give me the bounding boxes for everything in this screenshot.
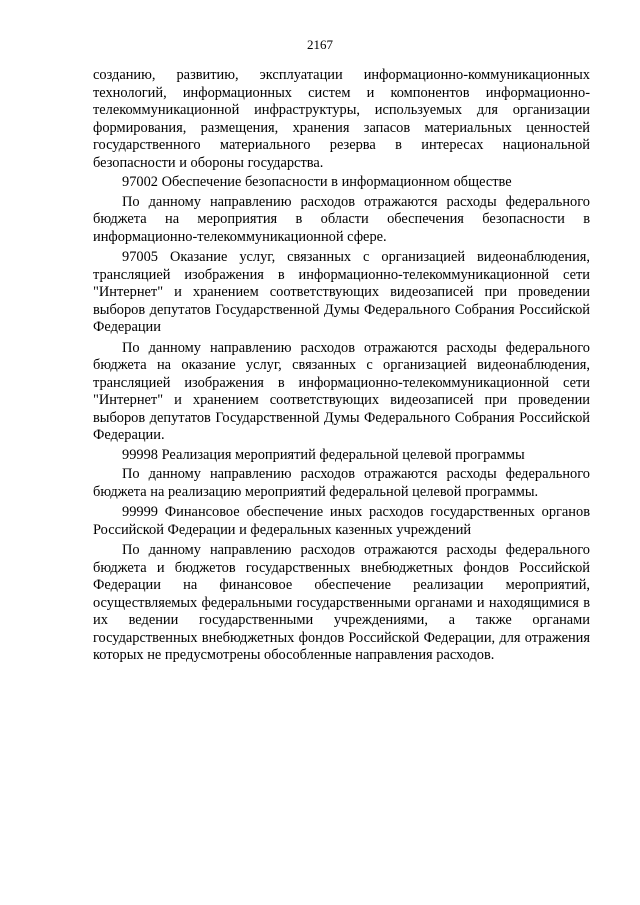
paragraph-97002: По данному направлению расходов отражаются расходы федерального бюджета на мероприятия в области обеспечения безопасности в информационно-телекоммуникационной сфере. bbox=[93, 193, 590, 245]
paragraph-97005: По данному направлению расходов отражаются расходы федерального бюджета на оказание услуг, связанных с организацией видеонаблюдения, трансляцией изображения в информационно-телекоммуникационной сети "Интернет" и хранением соответствующих видеозаписей при проведении выборов депутатов Государственной Думы Федерального Собрания Российской Федерации. bbox=[93, 339, 590, 443]
heading-99998: 99998 Реализация мероприятий федеральной целевой программы bbox=[122, 446, 525, 463]
heading-97002: 97002 Обеспечение безопасности в информационном обществе bbox=[122, 174, 512, 190]
heading-99999: 99999 Финансовое обеспечение иных расходов государственных органов Российской Федерации и федеральных казенных учреждений bbox=[93, 504, 590, 538]
page-number: 2167 bbox=[307, 37, 333, 52]
document-body bbox=[93, 67, 590, 665]
paragraph-99998: По данному направлению расходов отражаются расходы федерального бюджета на реализацию мероприятий федеральной целевой программы. bbox=[93, 466, 590, 500]
heading-97005: 97005 Оказание услуг, связанных с организацией видеонаблюдения, трансляцией изображения в информационно-телекоммуникационной сети "Интернет" и хранением соответствующих видеозаписей при проведении выборов депутатов Государственной Думы Федерального Собрания Российской Федерации bbox=[93, 249, 590, 335]
paragraph-continuation: созданию, развитию, эксплуатации информационно-коммуникационных технологий, информационных систем и компонентов информационно-телекоммуникационной инфраструктуры, используемых для организации формирования, размещения, хранения запасов материальных ценностей государственного материального резерва в интересах национальной безопасности и обороны государства. bbox=[93, 67, 590, 171]
paragraph-99999: По данному направлению расходов отражаются расходы федерального бюджета и бюджетов государственных внебюджетных фондов Российской Федерации на финансовое обеспечение реализации мероприятий, осуществляемых федеральными государственными органами и находящимися в их ведении государственными учреждениями, а также органами государственных внебюджетных фондов Российской Федерации, для отражения которых не предусмотрены обособленные направления расходов. bbox=[93, 542, 590, 663]
